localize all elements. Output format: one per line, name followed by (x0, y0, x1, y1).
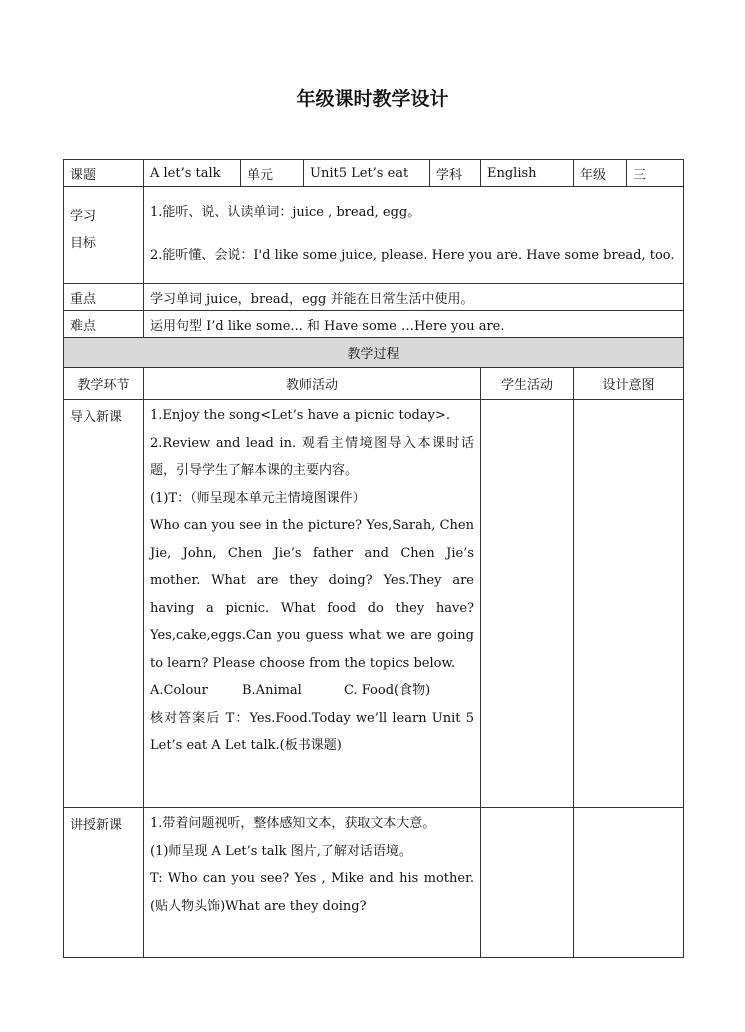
subject-label: 学科 (430, 160, 481, 187)
stage-new-label: 讲授新课 (64, 808, 144, 958)
option-c: C. Food(食物) (344, 683, 431, 698)
difficulties-label: 难点 (64, 311, 144, 338)
new-line-1: 1.带着问题视听，整体感知文本，获取文本大意。 (150, 816, 436, 831)
process-row-intro (64, 400, 684, 808)
key-points-value: 学习单词 juice，bread，egg 并能在日常生活中使用。 (144, 284, 684, 311)
subject-value: English (481, 160, 574, 187)
difficulties-row (64, 311, 684, 338)
intro-line-5: 核对答案后 T：Yes.Food.Today we’ll learn Unit 5 Let’s eat A Let talk.(板书课题) (150, 710, 474, 753)
new-line-3: T: Who can you see? Yes , Mike and his mother. (贴人物头饰)What are they doing? (150, 871, 474, 914)
intro-line-3: (1)T：（师呈现本单元主情境图课件） (150, 490, 366, 506)
lesson-plan-table (63, 159, 684, 958)
new-line-2: (1)师呈现 A Let’s talk 图片,了解对话语境。 (150, 843, 412, 859)
option-b: B.Animal (242, 683, 302, 698)
col-student: 学生活动 (481, 368, 574, 400)
stage-intro-label: 导入新课 (64, 400, 144, 808)
process-row-new (64, 808, 684, 958)
objectives-label (64, 187, 144, 284)
process-columns-row (64, 368, 684, 400)
process-header: 教学过程 (64, 338, 684, 368)
topic-value: A let’s talk (144, 160, 241, 187)
topic-label: 课题 (64, 160, 144, 187)
objectives-label-line2: 目标 (70, 236, 97, 251)
intro-line-2: 2.Review and lead in. 观看主情境图导入本课时话题，引导学生了解本课的主要内容。 (150, 435, 474, 478)
key-points-label: 重点 (64, 284, 144, 311)
intro-line-4: Who can you see in the picture? Yes,Sarah, Chen Jie, John, Chen Jie’s father and Chen Jie’s mother. What are they doing? Yes.They are having a picnic. What food do they have? Yes,cake,eggs.Can you guess what we are going to learn? Please choose from the topics below. (150, 518, 474, 671)
student-activity-intro (481, 400, 574, 808)
teacher-activity-intro (144, 400, 481, 808)
objective-1: 1.能听、说、认读单词：juice , bread, egg。 (150, 205, 421, 220)
process-header-row (64, 338, 684, 368)
intro-options (150, 677, 474, 705)
unit-value: Unit5 Let’s eat (304, 160, 430, 187)
info-row (64, 160, 684, 187)
key-points-row (64, 284, 684, 311)
document-title: 年级课时教学设计 (296, 88, 449, 110)
col-stage: 教学环节 (64, 368, 144, 400)
grade-value: 三 (627, 160, 684, 187)
difficulties-value: 运用句型 I’d like some... 和 Have some …Here you are. (144, 311, 684, 338)
purpose-new (574, 808, 684, 958)
objectives-row (64, 187, 684, 284)
intro-line-1: 1.Enjoy the song<Let’s have a picnic today>. (150, 408, 450, 423)
option-a: A.Colour (150, 683, 208, 698)
unit-label: 单元 (241, 160, 304, 187)
col-teacher: 教师活动 (144, 368, 481, 400)
objectives-content (144, 187, 684, 284)
purpose-intro (574, 400, 684, 808)
student-activity-new (481, 808, 574, 958)
col-purpose: 设计意图 (574, 368, 684, 400)
objective-2: 2.能听懂、会说：I'd like some juice, please. Here you are. Have some bread, too. (150, 248, 675, 263)
teacher-activity-new (144, 808, 481, 958)
grade-label: 年级 (574, 160, 627, 187)
objectives-label-line1: 学习 (70, 209, 97, 224)
